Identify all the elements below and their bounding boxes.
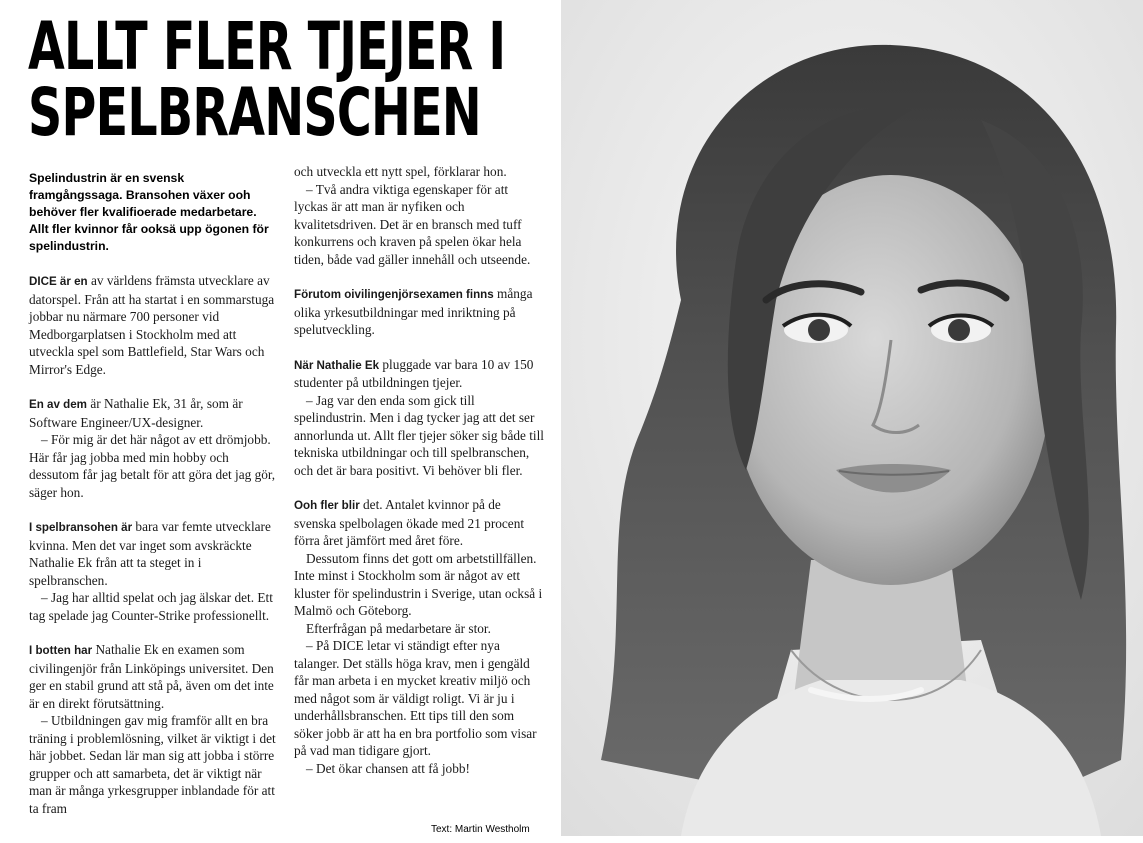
article-column-2 [294,163,544,777]
paragraph [294,637,544,760]
paragraph [294,181,544,269]
paragraph-text: Nathalie Ek en examen som civilingenjör från Linköpings universitet. Den ger en stabil grund att stå på, även om det inte är en direkt förutsättning. [29,642,274,711]
paragraph-text: och utveckla ett nytt spel, förklarar hon. [294,164,507,179]
kicker: DICE är en [29,275,88,288]
paragraph-text: många olika yrkesutbildningar med inriktning på spelutveckling. [294,286,533,337]
article-column-1 [29,170,279,817]
paragraph [294,392,544,480]
paragraph [29,395,279,431]
paragraph-text: – Jag var den enda som gick till spelindustrin. Men i dag tycker jag att det ser annorlunda ut. Allt fler tjejer söker sig både till tekniska utbildningar och till spelbranschen, och det är bara positivt. Vi behöver bli fler. [294,392,544,478]
byline: Text: Martin Westholm [431,824,530,835]
paragraph [294,356,544,392]
paragraph-text: är Nathalie Ek, 31 år, som är Software Engineer/UX-designer. [29,396,243,430]
kicker: Förutom oivilingenjörsexamen finns [294,288,494,301]
kicker: En av dem [29,398,87,411]
paragraph [294,550,544,620]
paragraph-text: Efterfrågan på medarbetare är stor. [306,620,491,636]
paragraph-text: – Jag har alltid spelat och jag älskar det. Ett tag spelade jag Counter-Strike professionellt. [29,590,273,623]
paragraph [294,620,544,638]
kicker: När Nathalie Ek [294,358,380,372]
paragraph [29,589,279,624]
paragraph [294,285,544,339]
paragraph-text: – På DICE letar vi ständigt efter nya talanger. Det ställs höga krav, men i gengäld får man arbeta i en mycket kreativ miljö och med något som är väldigt roligt. Vi är ju i underhållsbranschen. Ett tips till den som söker jobb är att ha en bra portfolio som visar på vad man tidigare gjort. [294,638,537,758]
paragraph [29,712,279,817]
kicker: I botten har [29,644,93,657]
paragraph [29,518,279,589]
paragraph [294,760,544,778]
paragraph-text: bara var femte utvecklare kvinna. Men det var inget som avskräckte Nathalie Ek från att ta steget in i spelbranschen. [29,519,271,588]
kicker: Ooh fler blir [294,499,360,512]
portrait-photo [561,0,1143,836]
paragraph-text: Dessutom finns det gott om arbetstillfällen. Inte minst i Stockholm som är något av ett kluster för spelindustrin i Sverige, utan också i Malmö och Göteborg. [294,550,543,618]
paragraph [294,163,544,181]
paragraph [29,272,279,378]
headline: ALLT FLER TJEJER I SPELBRANSCHEN [28,8,506,151]
paragraph-text: – För mig är det här något av ett drömjobb. Här får jag jobba med min hobby och dessutom får jag betalt för att göra det jag gör, säger hon. [29,432,276,500]
portrait-illustration [561,0,1143,836]
paragraph-text: – Två andra viktiga egenskaper för att lyckas är att man är nyfiken och kvalitetsdriven. Det är en bransch med tuff konkurrens och kraven på spelen ökar hela tiden, både vad gäller innehåll och utseende. [294,181,531,267]
paragraph [29,641,279,712]
paragraph-text: det. Antalet kvinnor på de svenska spelbolagen ökade med 21 procent förra året jämfört med året före. [294,497,525,548]
paragraph-text: – Utbildningen gav mig framför allt en bra träning i problemlösning, vilket är viktigt i det här jobbet. Sedan lär man sig att jobba i större grupper och att samarbeta, det är viktigt när man är många yrkesgrupper inblandade för att ta fram [29,713,276,816]
paragraph-text: pluggade var bara 10 av 150 studenter på utbildningen tjejer. [294,356,534,390]
paragraph-text: – Det ökar chansen att få jobb! [306,760,470,776]
lead-paragraph: Spelindustrin är en svensk framgångssaga. Bransohen växer ooh behöver fler kvalifioerade medarbetare. Allt fler kvinnor får ooksä upp ögonen för spelindustrin. [29,171,269,253]
paragraph [294,496,544,550]
paragraph [29,431,279,501]
kicker: I spelbransohen är [29,521,133,534]
paragraph-text: av världens främsta utvecklare av datorspel. Från att ha startat i en sommarstuga jobbar nu närmare 700 personer vid Medborgarplatsen i Stockholm med att utveckla spel som Battlefield, Star Wars och Mirror's Edge. [29,273,275,377]
